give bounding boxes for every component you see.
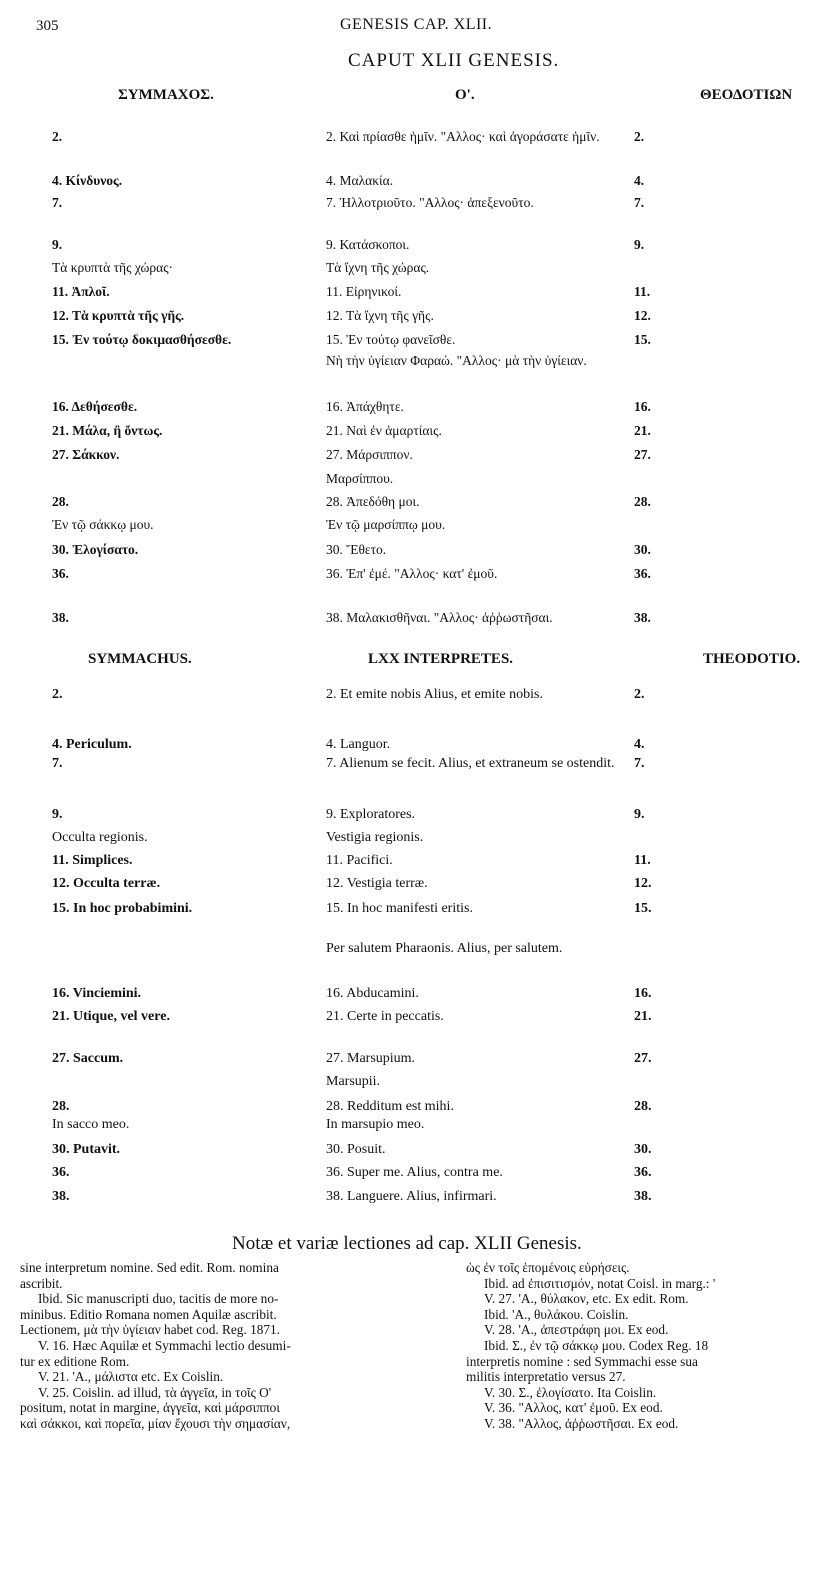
greek-cell-c1: Τὰ κρυπτὰ τῆς χώρας· [52,260,174,275]
latin-cell-c2: 9. Exploratores. [326,807,416,822]
note-line: V. 38. "Αλλος, ἀῤῥωστῆσαι. Ex eod. [484,1415,679,1431]
latin-cell-c3: 38. [634,1189,652,1204]
greek-cell-c3: 27. [634,447,651,462]
greek-cell-c1: 30. Ἐλογίσατο. [52,542,139,557]
note-line: positum, notat in margine, ἀγγεῖα, καὶ μάρσιπποι [20,1400,280,1416]
note-line: Lectionem, μὰ τὴν ὑγίειαν habet cod. Reg. 1871. [20,1322,281,1338]
latin-cell-c2: 27. Marsupium. [326,1051,416,1066]
latin-cell-c1: 11. Simplices. [52,853,133,868]
greek-cell-c1: 28. [52,494,69,509]
note-line: V. 28. 'Α., ἀπεστράφη μοι. Ex eod. [484,1322,669,1338]
latin-header-theodotio: THEODOTIO. [703,651,801,667]
greek-cell-c1: 2. [52,129,63,144]
greek-cell-c2: Νὴ τὴν ὑγίειαν Φαραώ. "Αλλος· μὰ τὴν ὑγίειαν. [326,353,587,368]
latin-cell-c2: 21. Certe in peccatis. [326,1009,444,1024]
greek-cell-c2: 9. Κατάσκοποι. [326,237,410,252]
greek-cell-c2: 38. Μαλακισθῆναι. "Αλλος· ἀῤῥωστῆσαι. [326,610,553,625]
latin-cell-c1: 27. Saccum. [52,1051,124,1066]
latin-cell-c1: 30. Putavit. [52,1142,121,1157]
latin-cell-c3: 15. [634,901,652,916]
greek-cell-c3: 7. [634,195,645,210]
note-line: tur ex editione Rom. [20,1353,130,1369]
note-line: V. 21. 'Α., μάλιστα etc. Ex Coislin. [38,1369,224,1385]
latin-cell-c2: 16. Abducamini. [326,986,419,1001]
greek-cell-c3: 36. [634,566,651,581]
note-line: Ibid. Sic manuscripti duo, tacitis de more no- [38,1291,279,1307]
latin-cell-c3: 2. [634,687,645,702]
greek-cell-c3: 21. [634,423,651,438]
greek-cell-c1: 4. Κίνδυνος. [52,173,123,188]
latin-cell-c3: 28. [634,1099,652,1114]
latin-cell-c1: 38. [52,1189,70,1204]
greek-cell-c2: 36. Ἐπ' ἐμέ. "Αλλος· κατ' ἐμοῦ. [326,566,498,581]
note-line: V. 25. Coislin. ad illud, τὰ ἀγγεῖα, in τοῖς Ο' [38,1384,272,1400]
latin-cell-c2: Vestigia regionis. [326,830,424,845]
latin-cell-c2: 11. Pacifici. [326,853,393,868]
greek-cell-c2: 15. Ἐν τούτῳ φανεῖσθε. [326,332,456,347]
latin-cell-c2: 36. Super me. Alius, contra me. [326,1165,503,1180]
greek-cell-c1: 38. [52,610,69,625]
latin-cell-c2: Marsupii. [326,1074,381,1089]
greek-cell-c2: 27. Μάρσιππον. [326,447,413,462]
greek-cell-c1: 21. Μάλα, ἢ ὄντως. [52,423,163,438]
running-head: GENESIS CAP. XLII. [340,16,493,33]
latin-cell-c3: 9. [634,807,645,822]
greek-cell-c3: 2. [634,129,645,144]
note-line: interpretis nomine : sed Symmachi esse sua [466,1353,698,1369]
greek-cell-c2: 21. Ναὶ ἐν ἁμαρτίαις. [326,423,442,438]
note-line: Ibid. 'Α., θυλάκου. Coislin. [484,1306,629,1322]
note-line: sine interpretum nomine. Sed edit. Rom. nomina [20,1260,279,1275]
greek-cell-c3: 30. [634,542,651,557]
latin-cell-c3: 11. [634,853,651,868]
greek-cell-c2: 30. Ἔθετο. [326,542,387,557]
greek-cell-c1: Ἐν τῷ σάκκῳ μου. [52,517,154,532]
greek-cell-c3: 16. [634,399,651,414]
latin-cell-c1: 9. [52,807,63,822]
note-line: V. 30. Σ., ἐλογίσατο. Ita Coislin. [484,1384,657,1400]
greek-cell-c2: 11. Εἰρηνικοί. [326,284,402,299]
latin-cell-c3: 16. [634,986,652,1001]
greek-cell-c2: 7. Ἠλλοτριοῦτο. "Αλλος· ἀπεξενοῦτο. [326,195,534,210]
greek-cell-c1: 16. Δεθήσεσθε. [52,399,138,414]
notes-title: Notæ et variæ lectiones ad cap. XLII Genesis. [232,1233,582,1254]
latin-cell-c2: 38. Languere. Alius, infirmari. [326,1189,497,1204]
greek-cell-c1: 15. Ἐν τούτῳ δοκιμασθήσεσθε. [52,332,232,347]
greek-cell-c2: 28. Ἀπεδόθη μοι. [326,494,420,509]
greek-cell-c1: 7. [52,195,63,210]
note-line: ascribit. [20,1275,63,1291]
latin-cell-c1: 12. Occulta terræ. [52,876,161,891]
greek-cell-c3: 15. [634,332,651,347]
latin-cell-c2: 28. Redditum est mihi. [326,1099,454,1114]
latin-cell-c1: 7. [52,756,63,771]
note-line: ὡς ἐν τοῖς ἑπομένοις εὑρήσεις. [466,1260,630,1275]
greek-cell-c3: 12. [634,308,651,323]
greek-cell-c2: 16. Ἀπάχθητε. [326,399,404,414]
latin-cell-c3: 36. [634,1165,652,1180]
note-line: V. 16. Hæc Aquilæ et Symmachi lectio desumi- [38,1337,291,1353]
latin-cell-c1: 28. [52,1099,70,1114]
greek-cell-c2: Ἐν τῷ μαρσίππῳ μου. [326,517,446,532]
note-line: V. 27. 'Α., θύλακον, etc. Ex edit. Rom. [484,1291,689,1307]
latin-cell-c1: 21. Utique, vel vere. [52,1009,170,1024]
note-line: minibus. Editio Romana nomen Aquilæ ascribit. [20,1306,277,1322]
latin-cell-c1: 36. [52,1165,70,1180]
latin-cell-c1: In sacco meo. [52,1117,130,1132]
note-line: V. 36. "Αλλος, κατ' ἐμοῦ. Ex eod. [484,1400,663,1416]
latin-cell-c2: 15. In hoc manifesti eritis. [326,901,473,916]
greek-cell-c1: 12. Τὰ κρυπτὰ τῆς γῆς. [52,308,185,323]
chapter-title: CAPUT XLII GENESIS. [348,50,560,71]
note-line: καὶ σάκκοι, καὶ πορεῖα, μίαν ἔχουσι τὴν σημασίαν, [20,1415,291,1431]
greek-header-theodotion: ΘΕΟΔΟΤΙΩΝ [700,87,793,103]
greek-cell-c3: 28. [634,494,651,509]
latin-cell-c3: 21. [634,1009,652,1024]
latin-cell-c3: 12. [634,876,652,891]
latin-cell-c1: 4. Periculum. [52,737,132,752]
latin-cell-c3: 7. [634,756,645,771]
greek-cell-c1: 27. Σάκκον. [52,447,120,462]
latin-header-symmachus: SYMMACHUS. [88,651,192,667]
notes-left-column [20,1260,445,1432]
greek-cell-c2: 2. Καὶ πρίασθε ἡμῖν. "Αλλος· καὶ ἀγοράσατε ἡμῖν. [326,129,600,144]
latin-header-lxx: LXX INTERPRETES. [368,651,514,667]
greek-header-symmachus: ΣΥΜΜΑΧΟΣ. [118,87,214,103]
note-line: Ibid. ad ἐπισιτισμόν, notat Coisl. in marg.: ' [484,1275,716,1291]
greek-cell-c2: Μαρσίππου. [326,471,394,486]
greek-cell-c3: 4. [634,173,645,188]
greek-cell-c3: 11. [634,284,651,299]
note-line: Ibid. Σ., ἐν τῷ σάκκῳ μου. Codex Reg. 18 [484,1337,709,1353]
greek-cell-c2: 12. Τὰ ἴχνη τῆς γῆς. [326,308,434,323]
latin-cell-c1: 16. Vinciemini. [52,986,142,1001]
greek-cell-c3: 38. [634,610,651,625]
greek-cell-c2: 4. Μαλακία. [326,173,394,188]
latin-cell-c2: 2. Et emite nobis Alius, et emite nobis. [326,687,543,702]
notes-right-column [466,1260,826,1432]
greek-cell-c3: 9. [634,237,645,252]
latin-cell-c1: Occulta regionis. [52,830,148,845]
greek-cell-c2: Τὰ ἴχνη τῆς χώρας. [326,260,430,275]
greek-cell-c1: 9. [52,237,63,252]
latin-cell-c2: Per salutem Pharaonis. Alius, per salutem. [326,941,563,956]
latin-cell-c2: 4. Languor. [326,737,391,752]
latin-cell-c2: 7. Alienum se fecit. Alius, et extraneum se ostendit. [326,756,615,771]
greek-cell-c1: 36. [52,566,69,581]
latin-cell-c3: 4. [634,737,645,752]
greek-cell-c1: 11. Ἁπλοῖ. [52,284,110,299]
latin-cell-c1: 15. In hoc probabimini. [52,901,193,916]
latin-cell-c3: 30. [634,1142,652,1157]
latin-cell-c1: 2. [52,687,63,702]
latin-cell-c2: 30. Posuit. [326,1142,386,1157]
latin-cell-c2: In marsupio meo. [326,1117,425,1132]
latin-cell-c2: 12. Vestigia terræ. [326,876,428,891]
page-number: 305 [36,18,59,34]
greek-header-lxx: Ο'. [455,87,475,103]
note-line: militis interpretatio versus 27. [466,1369,626,1385]
latin-cell-c3: 27. [634,1051,652,1066]
